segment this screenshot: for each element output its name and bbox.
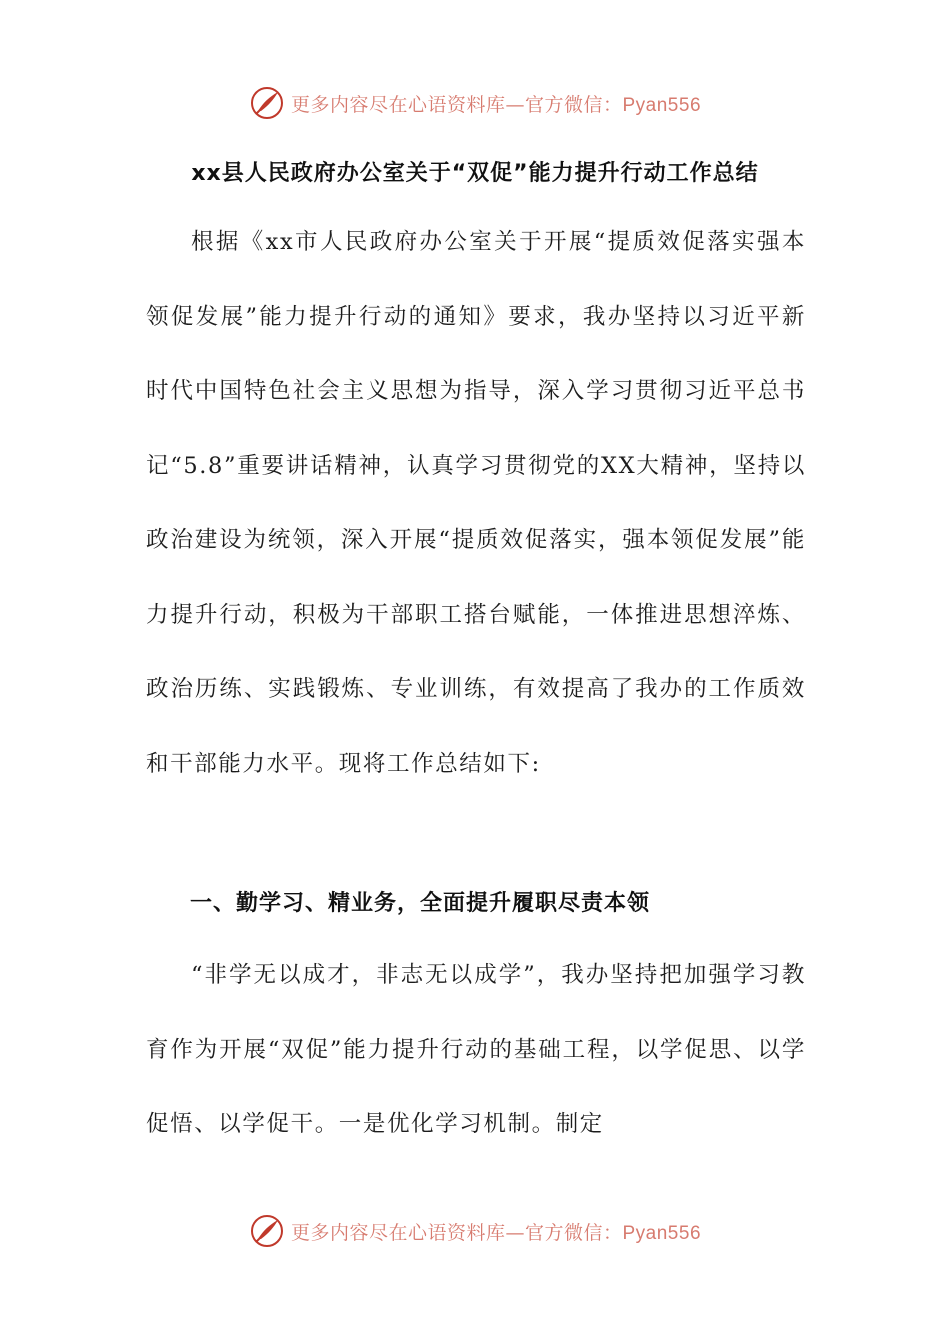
watermark-text [291, 90, 701, 117]
paragraph-section-1: “非学无以成才，非志无以成学”，我办坚持把加强学习教育作为开展“双促”能力提升行动的基础工程，以学促思、以学促悟、以学促干。一是优化学习机制。制定 [146, 962, 806, 1137]
paragraph-intro: 根据《xx市人民政府办公室关于开展“提质效促落实强本领促发展”能力提升行动的通知》要求，我办坚持以习近平新时代中国特色社会主义思想为指导，深入学习贯彻习近平总书记“5.8”重要讲话精神，认真学习贯彻党的XX大精神，坚持以政治建设为统领，深入开展“提质效促落实，强本领促发展”能力提升行动，积极为干部职工搭台赋能，一体推进思想淬炼、政治历练、实践锻炼、专业训练，有效提高了我办的工作质效和干部能力水平。现将工作总结如下: [146, 229, 806, 777]
watermark-wechat-id: Pyan556 [622, 1222, 702, 1244]
watermark-text-cn: 更多内容尽在心语资料库—官方微信： [290, 93, 623, 116]
section-heading-1: 一、勤学习、精业务，全面提升履职尽责本领 [190, 891, 651, 916]
watermark-footer [0, 1211, 950, 1251]
watermark-text-cn: 更多内容尽在心语资料库—官方微信： [290, 1221, 623, 1244]
quill-pen-icon [249, 85, 285, 121]
watermark-wechat-id: Pyan556 [622, 94, 702, 116]
quill-pen-icon [249, 1213, 285, 1249]
watermark-header [0, 83, 950, 123]
watermark-text [291, 1218, 701, 1245]
document-title: xx县人民政府办公室关于“双促”能力提升行动工作总结 [191, 161, 759, 186]
